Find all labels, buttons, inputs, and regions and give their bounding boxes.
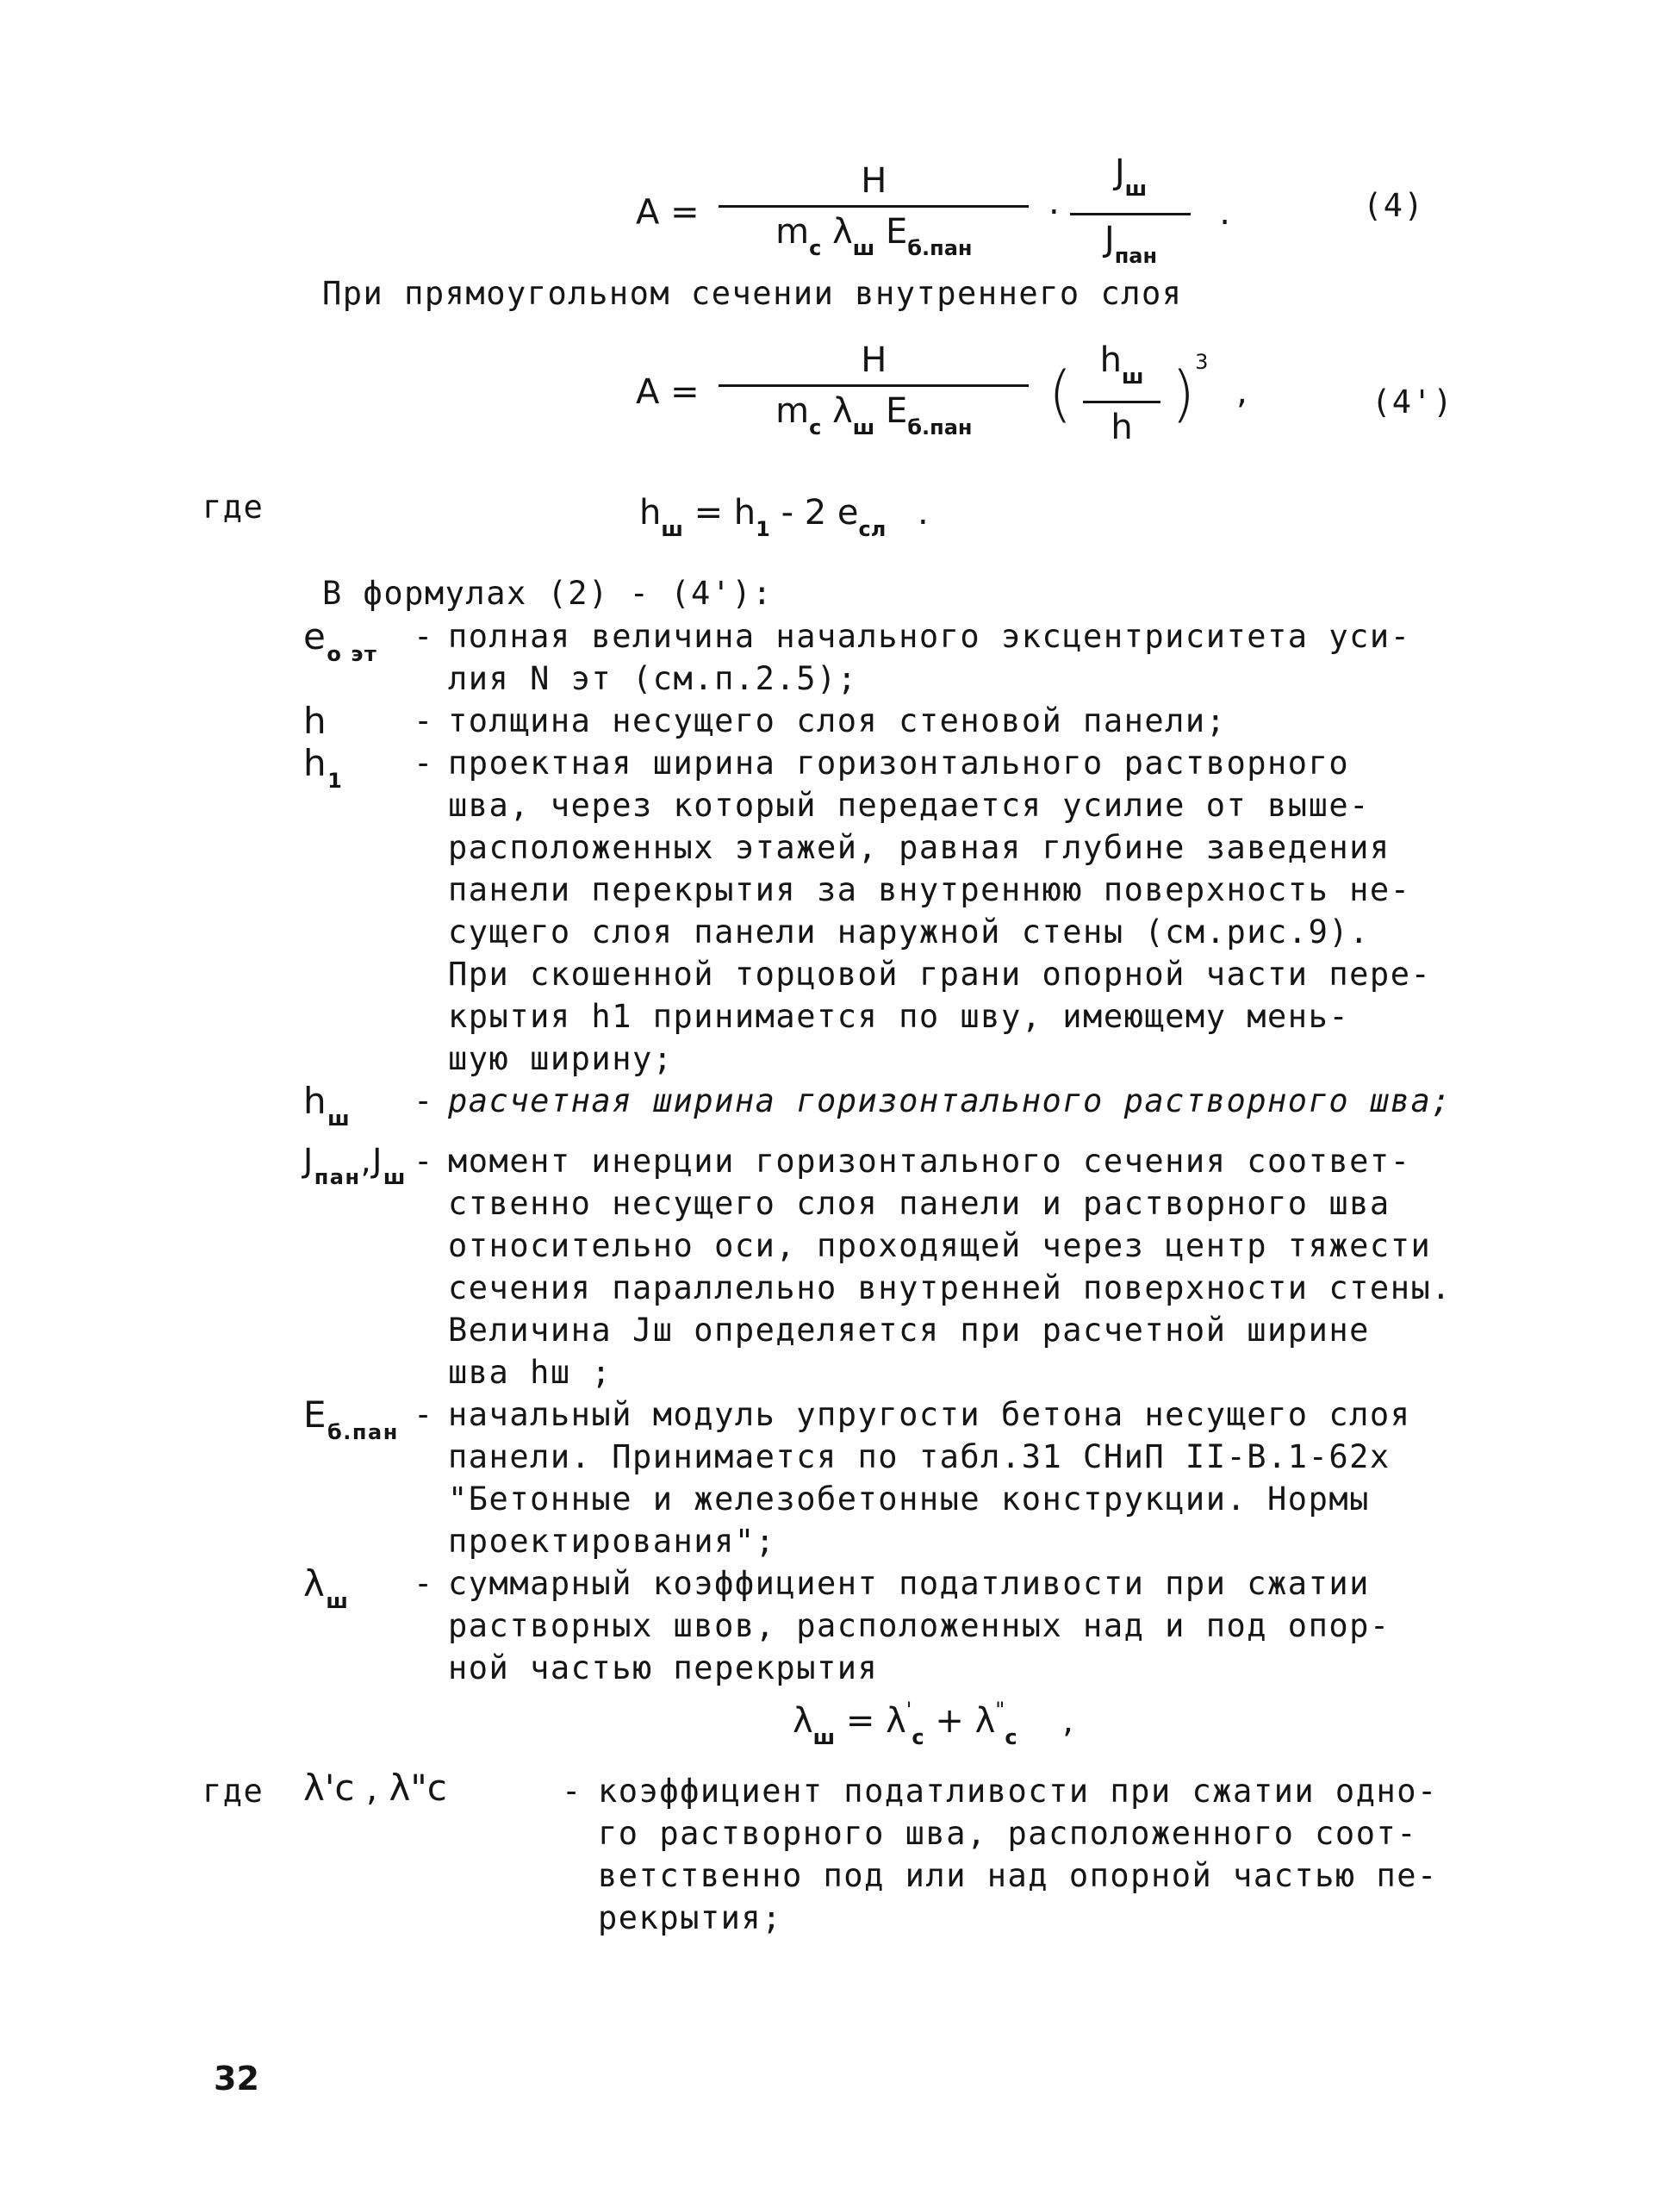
formula-4p-denominator (719, 384, 1029, 446)
formula-4p-number: (4') (1372, 383, 1454, 421)
subscript: ш (327, 1106, 352, 1131)
definition-line: ветственно под или над опорной частью пе- (598, 1857, 1438, 1894)
where-2-symbols: λ'c , λ"c (303, 1767, 447, 1809)
dash: - (414, 1565, 434, 1602)
symbol-h: h (303, 700, 328, 742)
symbol-lambda: λ (303, 1562, 327, 1605)
definition-body (448, 1393, 1501, 1562)
symbol-lambda: λ (793, 1701, 813, 1741)
where-label-2: где (202, 1773, 264, 1810)
symbol-lambda: λ (832, 391, 853, 431)
formula-4-tail: . (1219, 192, 1230, 233)
subscript: пан (1114, 244, 1158, 268)
subscript: ш (326, 1589, 350, 1613)
definition-jpan-jsh (303, 1140, 1501, 1393)
subscript: ш (1121, 365, 1144, 389)
subscript: ш (852, 415, 875, 439)
definition-line: лия N эт (см.п.2.5); (448, 660, 858, 697)
subscript: ш (661, 517, 683, 541)
symbol-j: J (1104, 220, 1115, 259)
formula-4-frac1-numerator: H (861, 160, 887, 201)
definition-line: рекрытия; (598, 1899, 782, 1936)
prime: ' (905, 1698, 912, 1722)
formula-4-dot: · (1048, 192, 1060, 233)
formula-4-fraction-2 (1070, 153, 1191, 275)
definition-symbol (303, 700, 414, 742)
formula-4-frac2-numerator (1106, 153, 1155, 213)
definition-line: сущего слоя панели наружной стены (см.рис.9). (448, 913, 1370, 951)
dash: - (414, 702, 434, 739)
formula-lambda-sum (793, 1698, 1073, 1749)
definition-line: полная величина начального эксцентриситета уси- (448, 618, 1411, 655)
plus-lambda: + λ (935, 1701, 996, 1741)
formula-h-sh (639, 493, 929, 541)
definition-line: начальный модуль упругости бетона несущего слоя (448, 1396, 1411, 1433)
formulas-intro: В формулах (2) - (4'): (322, 575, 774, 612)
definition-line: растворных швов, расположенных над и под опор- (448, 1607, 1391, 1644)
subscript: б.пан (907, 235, 973, 260)
symbol-e: E (885, 391, 908, 431)
symbol-e: E (303, 1393, 328, 1436)
definition-h1 (303, 742, 1501, 1080)
where-label-1: где (202, 489, 264, 526)
definition-line: крытия h1 принимается по шву, имеющему мень- (448, 998, 1350, 1035)
definition-body (448, 1140, 1501, 1393)
symbol-j: ,J (360, 1142, 383, 1180)
definition-line: коэффициент податливости при сжатии одно- (598, 1773, 1438, 1810)
definition-line: момент инерции горизонтального сечения соответ- (448, 1143, 1411, 1180)
definition-line: панели. Принимается по табл.31 СНиП II-В.1-62x (448, 1438, 1391, 1475)
symbol-j: J (303, 1142, 314, 1180)
subscript: c (912, 1725, 924, 1749)
symbol-h: h (1099, 340, 1122, 380)
formula-4-frac1-denominator (719, 205, 1029, 267)
definition-symbol (303, 742, 414, 1080)
subscript: c (809, 235, 822, 260)
formula-tail: , (1062, 1701, 1073, 1741)
definition-line: ственно несущего слоя панели и растворного шва (448, 1185, 1391, 1222)
definition-line: шва hш ; (448, 1354, 613, 1391)
definition-line: панели перекрытия за внутреннюю поверхность не- (448, 871, 1411, 908)
definition-line: шую ширину; (448, 1040, 674, 1077)
formula-4-fraction-1 (710, 162, 1037, 267)
formula-4-lhs: A = (636, 192, 700, 233)
formula-4 (636, 153, 1230, 275)
paragraph-rectangular-section: При прямоугольном сечении внутреннего слоя (322, 275, 1183, 312)
equals-h: = h (694, 493, 756, 533)
symbol-e: e (303, 615, 327, 658)
definition-ebpan (303, 1393, 1501, 1562)
paren-open: ( (1048, 358, 1073, 429)
definition-lambda-sh (303, 1562, 1501, 1689)
definition-body (448, 700, 1501, 742)
subscript: пан (314, 1165, 361, 1189)
dash: - (414, 1396, 434, 1433)
page-number: 32 (214, 2060, 259, 2098)
definition-line: расчетная ширина горизонтального растворного шва; (448, 1082, 1453, 1119)
subscript: c (809, 415, 822, 439)
dash: - (414, 1143, 434, 1180)
definition-symbol (303, 1080, 414, 1140)
formula-4p-inner-fraction (1083, 341, 1160, 446)
definition-body (448, 1080, 1501, 1140)
formula-4p-lhs: A = (636, 372, 700, 412)
definition-body (448, 1562, 1501, 1689)
definition-line: При скошенной торцовой грани опорной части пере- (448, 956, 1432, 993)
subscript: сл (858, 517, 887, 541)
definition-body (448, 742, 1501, 1080)
formula-4p-inner-denominator: h (1083, 401, 1160, 446)
definition-e0et (303, 615, 1501, 700)
formula-4-frac2-denominator (1070, 213, 1191, 275)
subscript: б.пан (907, 415, 973, 439)
definition-line: сечения параллельно внутренней поверхности стены. (448, 1269, 1453, 1306)
symbol-m: m (775, 391, 810, 431)
definition-line: расположенных этажей, равная глубине заведения (448, 829, 1391, 866)
definition-line: суммарный коэффициент податливости при сжатии (448, 1565, 1370, 1602)
minus-2e: - 2 e (781, 493, 859, 533)
formula-4p-numerator: H (861, 340, 887, 380)
subscript: ш (852, 235, 875, 260)
definition-line: шва, через который передается усилие от выше- (448, 787, 1370, 824)
subscript: ш (383, 1165, 407, 1189)
definition-h (303, 700, 1501, 742)
symbol-h: h (303, 1080, 328, 1122)
definitions-list (303, 615, 1501, 1689)
formula-4-prime (636, 341, 1248, 446)
definition-line: Величина Jш определяется при расчетной ширине (448, 1312, 1370, 1349)
exponent: 3 (1195, 350, 1209, 374)
formula-tail: . (918, 493, 929, 533)
dash: - (414, 745, 434, 782)
symbol-lambda: λ (832, 211, 853, 252)
definition-line: ной частью перекрытия (448, 1649, 879, 1686)
symbol-e: E (885, 211, 908, 252)
where-2-body (598, 1770, 1438, 1939)
subscript: ш (1124, 177, 1148, 201)
dash: - (414, 1082, 434, 1119)
definition-line: толщина несущего слоя стеновой панели; (448, 702, 1227, 739)
definition-symbol (303, 615, 414, 700)
subscript: 1 (327, 769, 344, 793)
definition-hsh (303, 1080, 1501, 1140)
formula-4-number: (4) (1363, 187, 1425, 224)
definition-symbol (303, 1562, 414, 1689)
formula-4p-fraction (710, 341, 1037, 446)
formula-4p-inner-numerator (1092, 341, 1153, 401)
definition-line: "Бетонные и железобетонные конструкции. Нормы (448, 1480, 1370, 1518)
definition-line: го растворного шва, расположенного соот- (598, 1815, 1418, 1852)
definition-body (448, 615, 1501, 700)
symbol-j: J (1114, 153, 1125, 192)
symbol-h: h (639, 493, 662, 533)
definition-symbol (303, 1140, 414, 1393)
subscript: o эт (327, 642, 378, 666)
symbol-h: h (303, 742, 328, 784)
definition-symbol (303, 1393, 414, 1562)
symbol-m: m (775, 211, 810, 252)
equals-lambda: = λ (845, 1701, 906, 1741)
subscript: 1 (756, 517, 770, 541)
where-2-dash: - (562, 1773, 582, 1810)
formula-4p-tail: , (1236, 372, 1248, 412)
definition-line: проектирования"; (448, 1523, 776, 1560)
paren-close: ) (1171, 358, 1196, 429)
subscript: ш (812, 1725, 836, 1749)
definition-line: относительно оси, проходящей через центр тяжести (448, 1227, 1432, 1264)
dash: - (414, 618, 434, 655)
subscript: c (1005, 1725, 1017, 1749)
double-prime: " (995, 1698, 1005, 1722)
definition-line: проектная ширина горизонтального растворного (448, 745, 1350, 782)
subscript: б.пан (327, 1420, 399, 1444)
